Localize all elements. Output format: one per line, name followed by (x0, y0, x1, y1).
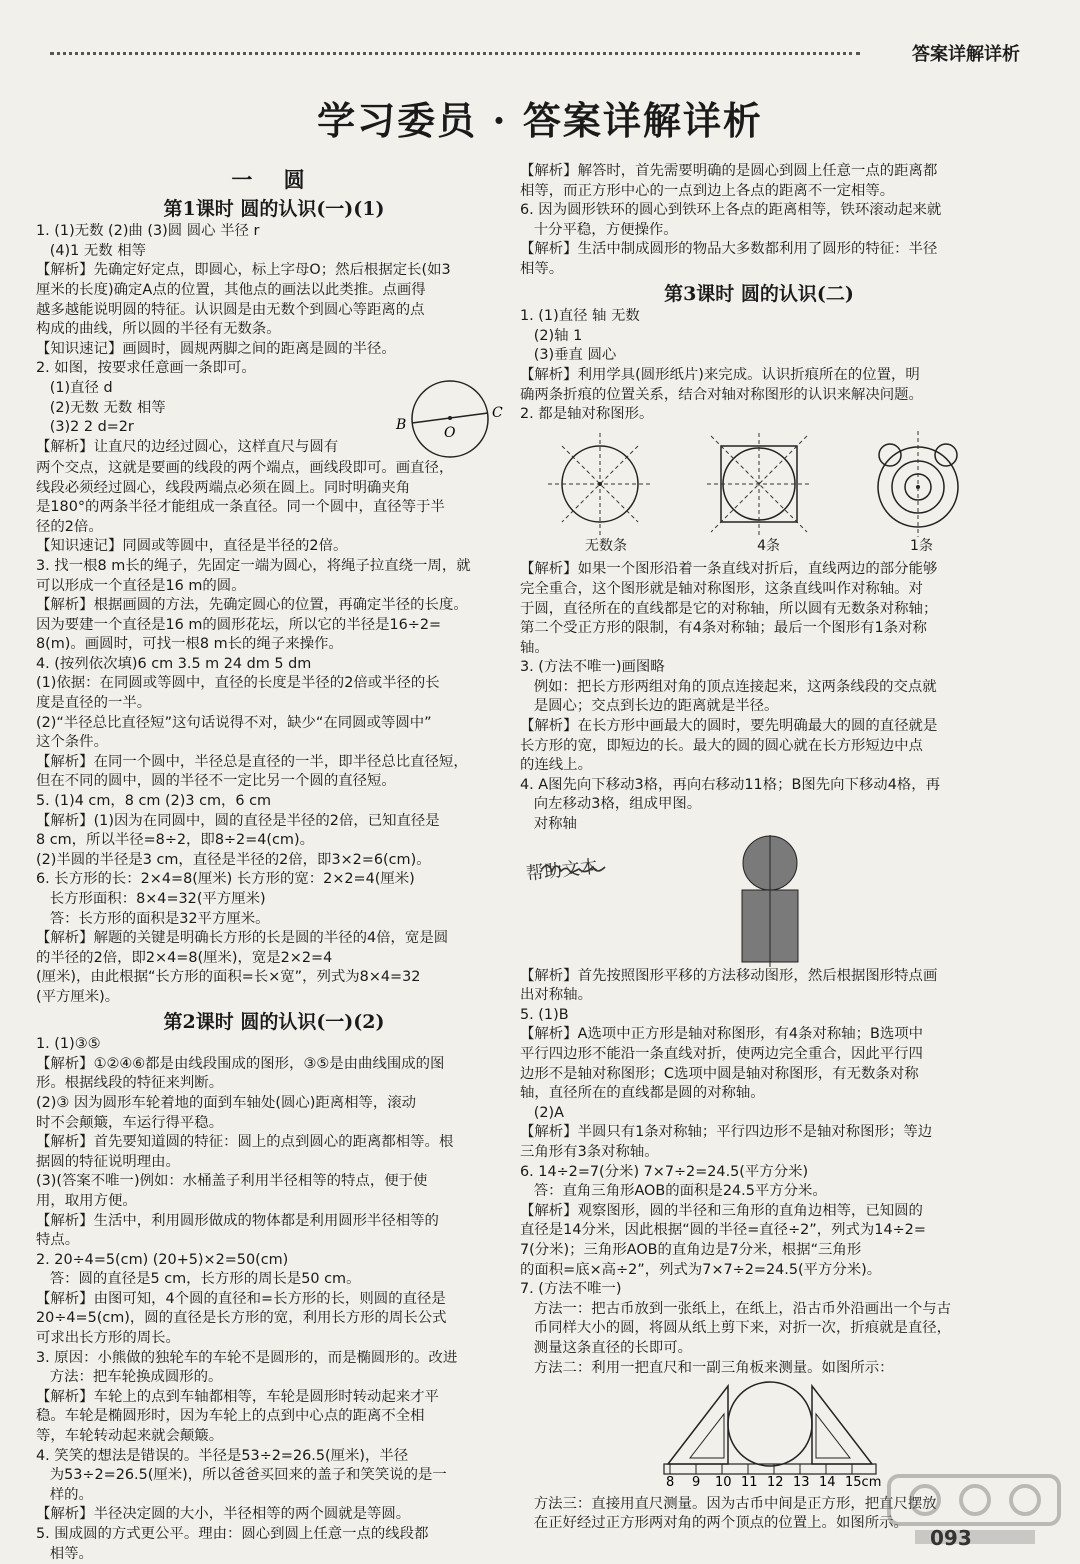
text-line: 厘米的长度)确定A点的位置，其他点的画法以此类推。点画得 (36, 281, 426, 298)
text-line: 长方形的宽，即短边的长。最大的圆的圆心就在长方形短边中点 (520, 737, 923, 754)
text-line: 5. 围成圆的方式更公平。理由：圆心到圆上任意一点的线段都 (36, 1526, 429, 1542)
circle-axes-figure (540, 429, 660, 539)
right-top-text (520, 162, 998, 280)
text-line: 三角形有3条对称轴。 (520, 1143, 659, 1160)
text-line: 直径是14分米，因此根据“圆的半径=直径÷2”，列式为14÷2= (520, 1222, 926, 1239)
text-line: 8(m)。画圆时，可找一根8 m长的绳子来操作。 (36, 636, 343, 653)
text-line: 是圆心；交点到长边的距离就是半径。 (520, 698, 779, 715)
text-line: 时不会颠簸，车运行得平稳。 (36, 1114, 224, 1131)
text-line: 【解析】如果一个图形沿着一条直线对折后，直线两边的部分能够 (520, 561, 938, 578)
text-line: 【解析】生活中，利用圆形做成的物体都是利用圆形半径相等的 (36, 1212, 439, 1229)
right-column (520, 162, 998, 1532)
text-line: 4. 笑笑的想法是错误的。半径是53÷2=26.5(厘米)，半径 (36, 1447, 409, 1464)
caption-bear: 1条 (910, 537, 933, 554)
text-line: 可以形成一个直径是16 m的圆。 (36, 577, 246, 594)
text-line: 【解析】由图可知，4个圆的直径和=长方形的长，则圆的直径是 (36, 1290, 446, 1307)
text-line: 1. (1)无数 (2)曲 (3)圆 圆心 半径 r (36, 223, 260, 240)
text-line: 6. 14÷2=7(分米) 7×7÷2=24.5(平方分米) (520, 1163, 809, 1180)
text-line: 方法一：把古币放到一张纸上，在纸上，沿古币外沿画出一个与古 (520, 1300, 952, 1317)
bear-face-figure (858, 429, 978, 539)
page-header (50, 40, 1050, 68)
text-line: 越多越能说明圆的特征。认识圆是由无数个到圆心等距离的点 (36, 301, 425, 318)
text-line: (1)依据：在同圆或等圆中，直径的长度是半径的2倍或半径的长 (36, 675, 440, 692)
text-line: 的半径的2倍，即2×4=8(厘米)，宽是2×2=4 (36, 949, 333, 966)
ruler-tick: 11 (741, 1475, 758, 1491)
text-line: 平行四边形不能沿一条直线对折，使两边完全重合，因此平行四 (520, 1046, 923, 1062)
text-line: 20÷4=5(cm)，圆的直径是长方形的宽，利用长方形的周长公式 (36, 1310, 447, 1327)
text-line: 2. 都是轴对称图形。 (520, 406, 654, 423)
ruler-tick: 9 (692, 1475, 701, 1491)
text-line: 【解析】车轮上的点到车轴都相等，车轮是圆形时转动起来才平 (36, 1388, 439, 1405)
text-line: 3. 原因：小熊做的独轮车的车轮不是圆形的，而是椭圆形的。改进 (36, 1349, 458, 1366)
text-line: 于圆，直径所在的直线都是它的对称轴，所以圆有无数条对称轴； (520, 600, 938, 617)
text-line: 因为要建一个直径是16 m的圆形花坛，所以它的半径是16÷2= (36, 616, 442, 633)
text-line: 币同样大小的圆，将圆从纸上剪下来，对折一次，折痕就是直径， (520, 1320, 952, 1337)
text-line: 径的2倍。 (36, 518, 103, 535)
text-line: 向左移动3格，组成甲图。 (520, 796, 702, 813)
text-line: 十分平稳，方便操作。 (520, 221, 678, 238)
text-line: (2)③ 因为圆形车轮着地的面到车轴处(圆心)距离相等，滚动 (36, 1094, 417, 1111)
translation-figure (520, 835, 998, 967)
text-line: 4. A图先向下移动3格，再向右移动11格；B图先向下移动4格，再 (520, 776, 941, 793)
text-line: 边形不是轴对称图形；C选项中圆是轴对称图形，有无数条对称 (520, 1065, 919, 1082)
text-line: 例如：把长方形两组对角的顶点连接起来，这两条线段的交点就 (520, 678, 937, 695)
square-circle-figure (699, 429, 819, 539)
symmetry-figures (520, 429, 998, 539)
text-line: 5. (1)4 cm，8 cm (2)3 cm，6 cm (36, 793, 272, 810)
text-line: 8 cm，所以半径=8÷2，即8÷2=4(cm)。 (36, 832, 314, 849)
text-line: (3)2 2 d=2r (36, 419, 134, 436)
handwritten-note: 帮助文本 (525, 855, 599, 885)
text-line: 确两条折痕的位置关系，结合对轴对称图形的认识来解决问题。 (520, 386, 923, 403)
text-line: 完全重合，这个图形就是轴对称图形，这条直线叫作对称轴。对 (520, 580, 923, 597)
text-line: 【知识速记】画圆时，圆规两脚之间的距离是圆的半径。 (36, 340, 396, 357)
text-line: 【解析】首先要知道圆的特征：圆上的点到圆心的距离都相等。根 (36, 1134, 454, 1151)
text-line: (2)轴 1 (520, 327, 583, 344)
text-line: 方法二：利用一把直尺和一副三角板来测量。如图所示： (520, 1359, 894, 1376)
lesson2-title: 第2课时 圆的认识(一)(2) (163, 1010, 385, 1033)
text-line: 【解析】在长方形中画最大的圆时，要先明确最大的圆的直径就是 (520, 718, 938, 735)
text-line: 相等，而正方形中心的一点到边上各点的距离不一定相等。 (520, 182, 895, 199)
dotted-rule (50, 52, 860, 55)
text-line: 两个交点，这就是要画的线段的两个端点，画线段即可。画直径， (36, 459, 454, 476)
text-line: (平方厘米)。 (36, 988, 120, 1005)
text-line: 特点。 (36, 1232, 80, 1249)
text-line: 【解析】观察图形，圆的半径和三角形的直角边相等，已知圆的 (520, 1202, 923, 1219)
left-column (36, 158, 512, 1562)
text-line: 【解析】①②④⑥都是由线段围成的图形，③⑤是由曲线围成的图 (36, 1055, 445, 1072)
text-line: 3. 找一根8 m长的绳子，先固定一端为圆心，将绳子拉直绕一周，就 (36, 557, 471, 574)
text-line: 【解析】先确定好定点，即圆心，标上字母O；然后根据定长(如3 (36, 262, 451, 279)
lesson1-title: 第1课时 圆的认识(一)(1) (163, 197, 385, 220)
text-line: 6. 长方形的长：2×4=8(厘米) 长方形的宽：2×2=4(厘米) (36, 871, 415, 888)
text-line: 1. (1)直径 轴 无数 (520, 308, 640, 325)
text-line: 【解析】在同一个圆中，半径总是直径的一半，即半径总比直径短， (36, 753, 468, 770)
text-line: 据圆的特征说明理由。 (36, 1153, 180, 1170)
text-line: (1)直径 d (36, 379, 113, 396)
text-line: (4)1 无数 相等 (36, 242, 146, 259)
figure-captions (520, 537, 998, 557)
text-line: (3)(答案不唯一)例如：水桶盖子利用半径相等的特点，便于使 (36, 1173, 428, 1190)
text-line: 构成的曲线，所以圆的半径有无数条。 (36, 321, 281, 338)
text-line: 长方形面积：8×4=32(平方厘米) (36, 891, 266, 907)
text-line: 轴。 (520, 639, 549, 656)
text-line: 【知识速记】同圆或等圆中，直径是半径的2倍。 (36, 538, 348, 555)
ruler-tick: 15cm (845, 1475, 882, 1491)
text-line: 【解析】解题的关键是明确长方形的长是圆的半径的4倍，宽是圆 (36, 930, 449, 947)
label-o: O (444, 424, 456, 441)
ruler-tick: 12 (767, 1475, 784, 1491)
text-line: 相等。 (36, 1545, 93, 1562)
text-line: 线段必须经过圆心，线段两端点必须在圆上。同时明确夹角 (36, 479, 411, 496)
ruler-tick: 13 (793, 1475, 810, 1491)
q2-with-figure (36, 379, 512, 459)
text-line: (2)无数 无数 相等 (36, 399, 166, 416)
text-line: 样的。 (36, 1486, 93, 1503)
text-line: (2)A (520, 1104, 564, 1121)
label-b: B (396, 416, 407, 433)
text-line: 的面积=底×高÷2”，列式为7×7÷2=24.5(平方分米)。 (520, 1261, 882, 1278)
ruler-tick: 10 (715, 1475, 732, 1491)
text-line: 【解析】半径决定圆的大小，半径相等的两个圆就是等圆。 (36, 1506, 411, 1523)
lesson3-text-after (520, 560, 998, 834)
text-line: 【解析】根据画圆的方法，先确定圆心的位置，再确定半径的长度。 (36, 597, 468, 614)
text-line: 【解析】(1)因为在同圆中，圆的直径是半径的2倍，已知直径是 (36, 812, 440, 829)
text-line: 出对称轴。 (520, 987, 592, 1004)
text-line: 2. 20÷4=5(cm) (20+5)×2=50(cm) (36, 1251, 289, 1268)
circle-diameter-figure (382, 379, 512, 459)
text-line: 【解析】让直尺的边经过圆心，这样直尺与圆有 (36, 438, 339, 455)
text-line: 的连线上。 (520, 757, 592, 774)
page-number: 093 (930, 1526, 972, 1550)
text-line: 【解析】首先按照图形平移的方法移动图形，然后根据图形特点画 (520, 967, 938, 984)
text-line: 这个条件。 (36, 734, 108, 751)
text-line: 6. 因为圆形铁环的圆心到铁环上各点的距离相等，铁环滚动起来就 (520, 202, 942, 219)
text-line: 2. 如图，按要求任意画一条即可。 (36, 360, 256, 377)
text-line: 度是直径的一半。 (36, 695, 152, 712)
text-line: 对称轴 (520, 816, 577, 833)
text-line: 【解析】生活中制成圆形的物品大多数都利用了圆形的特征：半径 (520, 241, 938, 258)
text-line: 答：直角三角形AOB的面积是24.5平方分米。 (520, 1183, 827, 1200)
lesson3-text-after2 (520, 967, 998, 1378)
text-line: (2)半圆的半径是3 cm，直径是半径的2倍，即3×2=6(cm)。 (36, 851, 431, 868)
label-c: C (492, 404, 503, 421)
text-line: 7. (方法不唯一) (520, 1281, 622, 1298)
ruler-tick: 8 (666, 1475, 675, 1491)
text-line: 7(分米)；三角形AOB的直角边是7分米，根据“三角形 (520, 1241, 862, 1258)
text-line: 等，车轮转动起来就会颠簸。 (36, 1428, 224, 1445)
text-line: 轴，直径所在的直线都是圆的对称轴。 (520, 1085, 765, 1102)
section-title: 一 圆 (231, 167, 317, 192)
text-line: 为53÷2=26.5(厘米)，所以爸爸买回来的盖子和笑笑说的是一 (36, 1467, 447, 1484)
text-line: 5. (1)B (520, 1006, 569, 1023)
text-line: 4. (按列依次填)6 cm 3.5 m 24 dm 5 dm (36, 655, 312, 672)
text-line: 在正好经过正方形两对角的两个顶点的位置上。如图所示。 (520, 1515, 908, 1532)
text-line: 可求出长方形的周长。 (36, 1330, 180, 1347)
text-line: 【解析】半圆只有1条对称轴；平行四边形不是轴对称图形；等边 (520, 1124, 933, 1141)
lesson1-text (36, 222, 512, 379)
caption-square: 4条 (757, 537, 780, 554)
header-title: 答案详解详析 (912, 44, 1020, 65)
text-line: 【解析】利用学具(圆形纸片)来完成。认识折痕所在的位置，明 (520, 366, 920, 383)
lesson3-title: 第3课时 圆的认识(二) (664, 282, 854, 305)
text-line: 方法：把车轮换成圆形的。 (36, 1369, 223, 1386)
text-line: 第二个受正方形的限制，有4条对称轴；最后一个图形有1条对称 (520, 620, 927, 637)
text-line: (2)“半径总比直径短”这句话说得不对，缺少“在同圆或等圆中” (36, 714, 432, 731)
lesson2-text (36, 1035, 512, 1564)
text-line: 方法三：直接用直尺测量。因为古币中间是正方形，把直尺摆放 (520, 1495, 937, 1512)
text-line: 1. (1)③⑤ (36, 1036, 101, 1053)
caption-circle: 无数条 (585, 537, 628, 554)
text-line: 稳。车轮是椭圆形时，因为车轮上的点到中心点的距离不全相 (36, 1408, 425, 1425)
text-line: 用，取用方便。 (36, 1192, 137, 1209)
lesson1-text-after (36, 459, 512, 1008)
text-line: 答：圆的直径是5 cm，长方形的周长是50 cm。 (36, 1271, 361, 1288)
watermark-logo (885, 1470, 1065, 1550)
main-title: 学习委员 · 答案详解详析 (317, 98, 763, 143)
text-line: 形。根据线段的特征来判断。 (36, 1075, 224, 1092)
text-line: (3)垂直 圆心 (520, 347, 617, 364)
ruler-tick: 14 (819, 1475, 836, 1491)
text-line: 相等。 (520, 260, 564, 277)
text-line: (厘米)，由此根据“长方形的面积=长×宽”，列式为8×4=32 (36, 969, 421, 986)
lesson3-text (520, 307, 998, 425)
text-line: 但在不同的圆中，圆的半径不一定比另一个圆的直径短。 (36, 773, 396, 790)
circle-over-rect-figure (520, 835, 998, 967)
text-line: 测量这条直径的长即可。 (520, 1339, 693, 1356)
text-line: 【解析】A选项中正方形是轴对称图形，有4条对称轴；B选项中 (520, 1026, 924, 1043)
text-line: 3. (方法不唯一)画图略 (520, 659, 665, 676)
text-line: 答：长方形的面积是32平方厘米。 (36, 910, 270, 927)
text-line: 是180°的两条半径才能组成一条直径。同一个圆中，直径等于半 (36, 499, 445, 516)
text-line: 【解析】解答时，首先需要明确的是圆心到圆上任意一点的距离都 (520, 163, 938, 179)
